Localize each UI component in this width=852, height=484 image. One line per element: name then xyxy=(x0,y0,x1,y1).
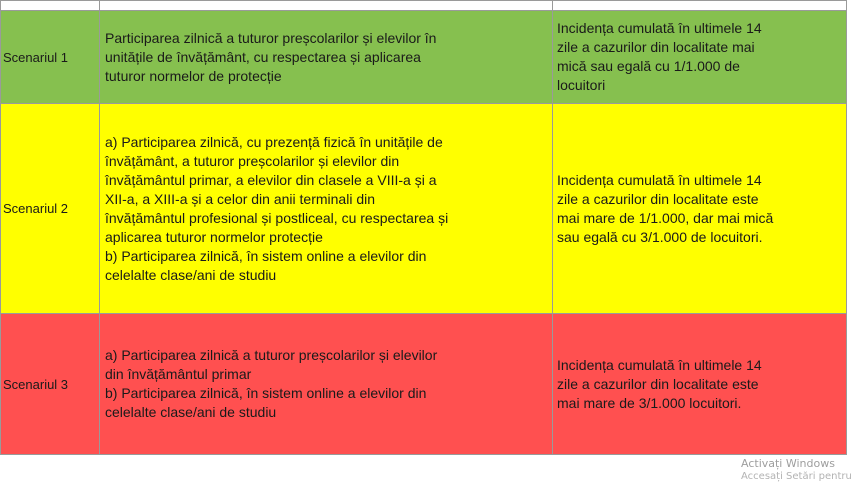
cell-text-line: Participarea zilnică a tuturor preșcolarilor și elevilor în xyxy=(105,29,437,46)
cell-text-line: zile a cazurilor din localitate este xyxy=(557,190,759,207)
cell-text-line: Incidența cumulată în ultimele 14 xyxy=(557,356,762,373)
cell-text-line: zile a cazurilor din localitate este xyxy=(557,375,759,392)
empty-cell xyxy=(1,1,100,11)
cell-text-line: unitățile de învățământ, cu respectarea și aplicarea xyxy=(105,48,421,65)
watermark-line-2: Accesați Setări pentru xyxy=(741,471,852,482)
cell-text-line: tuturor normelor de protecție xyxy=(105,67,282,84)
cell-text-line: învățământul profesional și postliceal, cu respectarea și xyxy=(105,209,449,226)
empty-cell xyxy=(553,1,847,11)
cell-text-line: b) Participarea zilnică, în sistem online a elevilor din xyxy=(105,247,427,264)
description-lines xyxy=(105,346,549,422)
cell-text-line: celelalte clase/ani de studiu xyxy=(105,266,277,283)
watermark-line-1: Activați Windows xyxy=(741,457,835,470)
cell-text-line: b) Participarea zilnică, în sistem online a elevilor din xyxy=(105,385,427,401)
top-empty-row xyxy=(1,1,847,11)
scenario-label: Scenariul 2 xyxy=(1,104,100,314)
cell-text-line: Incidența cumulată în ultimele 14 xyxy=(557,171,762,188)
cell-text-line: locuitori xyxy=(557,77,606,93)
cell-text-line: zile a cazurilor din localitate mai xyxy=(557,39,755,55)
description-lines xyxy=(105,133,549,285)
cell-text-line: învățământul primar, a elevilor din clasele a VIII-a și a xyxy=(105,171,437,188)
incidence-lines xyxy=(557,171,838,247)
cell-text-line: mică sau egală cu 1/1.000 de xyxy=(557,58,740,74)
scenario-incidence xyxy=(553,314,847,455)
cell-text-line: mai mare de 1/1.000, dar mai mică xyxy=(557,209,774,226)
windows-activation-watermark xyxy=(741,457,852,482)
empty-cell xyxy=(100,1,553,11)
scenario-label: Scenariul 3 xyxy=(1,314,100,455)
cell-text-line: a) Participarea zilnică a tuturor preșcolarilor și elevilor xyxy=(105,347,438,363)
scenario-description xyxy=(100,104,553,314)
scenario-description xyxy=(100,11,553,104)
cell-text-line: mai mare de 3/1.000 locuitori. xyxy=(557,394,742,411)
incidence-lines xyxy=(557,19,838,95)
cell-text-line: aplicarea tuturor normelor protecție xyxy=(105,228,323,245)
table-row-scenario-1 xyxy=(1,11,847,104)
description-lines xyxy=(105,29,549,86)
cell-text-line: a) Participarea zilnică, cu prezență fizică în unitățile de xyxy=(105,133,443,150)
incidence-lines xyxy=(557,356,838,413)
scenario-description xyxy=(100,314,553,455)
scenario-incidence xyxy=(553,11,847,104)
cell-text-line: Incidența cumulată în ultimele 14 xyxy=(557,20,762,36)
table-row-scenario-2 xyxy=(1,104,847,314)
table-row-scenario-3 xyxy=(1,314,847,455)
cell-text-line: celelalte clase/ani de studiu xyxy=(105,404,277,420)
cell-text-line: XII-a, a XIII-a și a celor din anii terminali din xyxy=(105,190,376,207)
cell-text-line: învățământ, a tuturor preșcolarilor și elevilor din xyxy=(105,152,400,169)
cell-text-line: din învățământul primar xyxy=(105,366,252,382)
scenario-incidence xyxy=(553,104,847,314)
scenario-label: Scenariul 1 xyxy=(1,11,100,104)
cell-text-line: sau egală cu 3/1.000 de locuitori. xyxy=(557,228,763,245)
